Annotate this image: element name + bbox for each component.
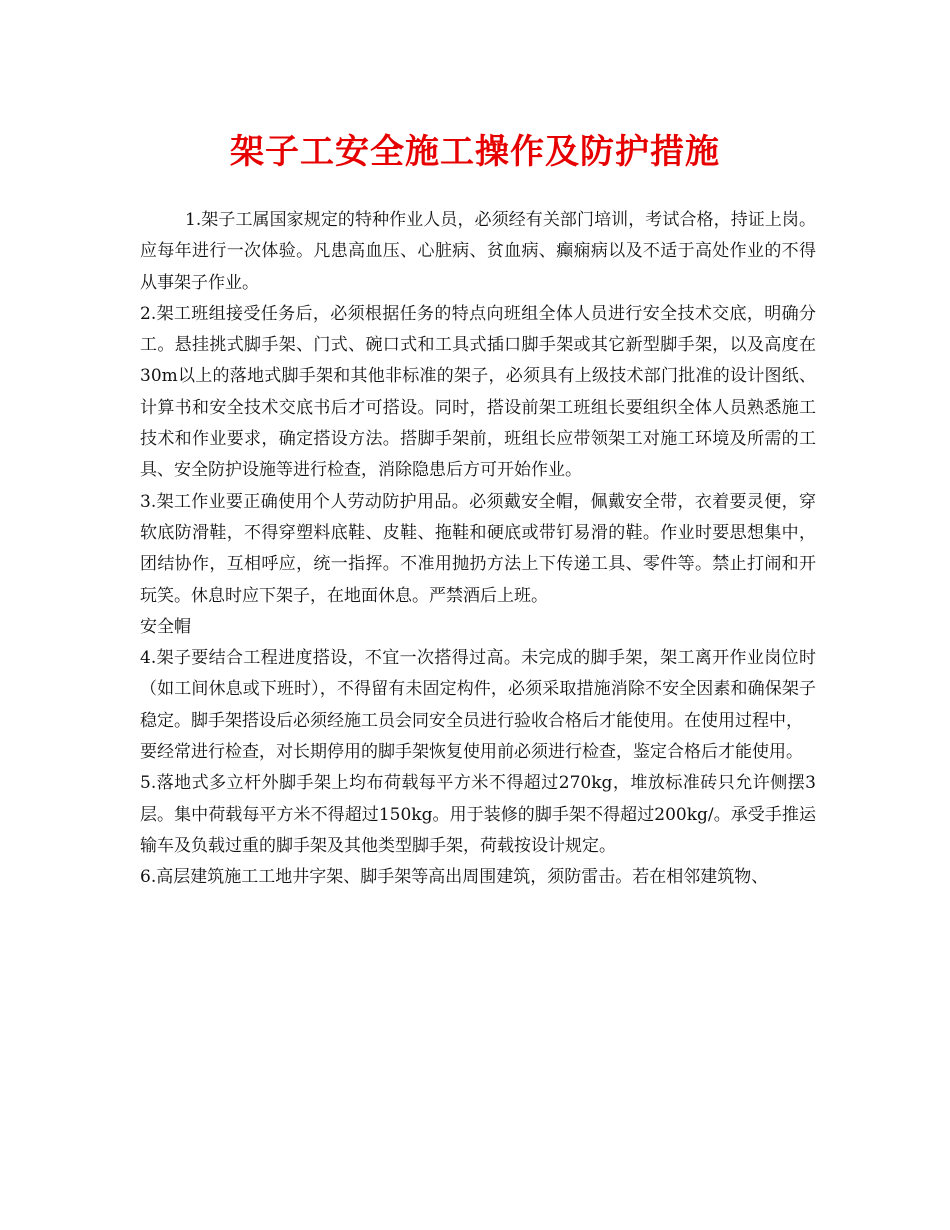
paragraph-5: 5.落地式多立杆外脚手架上均布荷载每平方米不得超过270kg，堆放标准砖只允许侧摆3层。集中荷载每平方米不得超过150kg。用于装修的脚手架不得超过200kg/。承受手推运输车及负载过重的脚手架及其他类型脚手架，荷载按设计规定。 (140, 773, 816, 856)
paragraph-4: 4.架子要结合工程进度搭设，不宜一次搭得过高。未完成的脚手架，架工离开作业岗位时（如工间休息或下班时），不得留有未固定构件，必须采取措施消除不安全因素和确保架子稳定。脚手架搭设后必须经施工员会同安全员进行验收合格后才能使用。在使用过程中， (140, 648, 816, 731)
paragraph-4-continued: 要经常进行检查，对长期停用的脚手架恢复使用前必须进行检查，鉴定合格后才能使用。 (140, 742, 803, 763)
document-title: 架子工安全施工操作及防护措施 (230, 132, 720, 172)
document-body (140, 205, 816, 894)
paragraph-safety-helmet: 安全帽 (140, 616, 191, 637)
paragraph-2: 2.架工班组接受任务后，必须根据任务的特点向班组全体人员进行安全技术交底，明确分工。悬挂挑式脚手架、门式、碗口式和工具式插口脚手架或其它新型脚手架，以及高度在30m以上的落地式脚手架和其他非标准的架子，必须具有上级技术部门批准的设计图纸、计算书和安全技术交底书后才可搭设。同时，搭设前架工班组长要组织全体人员熟悉施工技术和作业要求，确定搭设方法。搭脚手架前，班组长应带领架工对施工环境及所需的工具、安全防护设施等进行检查，消除隐患后方可开始作业。 (140, 303, 816, 481)
paragraph-3: 3.架工作业要正确使用个人劳动防护用品。必须戴安全帽，佩戴安全带，衣着要灵便，穿软底防滑鞋，不得穿塑料底鞋、皮鞋、拖鞋和硬底或带钉易滑的鞋。作业时要思想集中，团结协作，互相呼应，统一指挥。不准用抛扔方法上下传递工具、零件等。禁止打闹和开玩笑。休息时应下架子，在地面休息。严禁酒后上班。 (140, 491, 816, 606)
paragraph-1: 1.架子工属国家规定的特种作业人员，必须经有关部门培训，考试合格，持证上岗。应每年进行一次体验。凡患高血压、心脏病、贫血病、癫痫病以及不适于高处作业的不得从事架子作业。 (140, 210, 816, 293)
paragraph-6: 6.高层建筑施工工地井字架、脚手架等高出周围建筑，须防雷击。若在相邻建筑物、 (140, 867, 769, 888)
